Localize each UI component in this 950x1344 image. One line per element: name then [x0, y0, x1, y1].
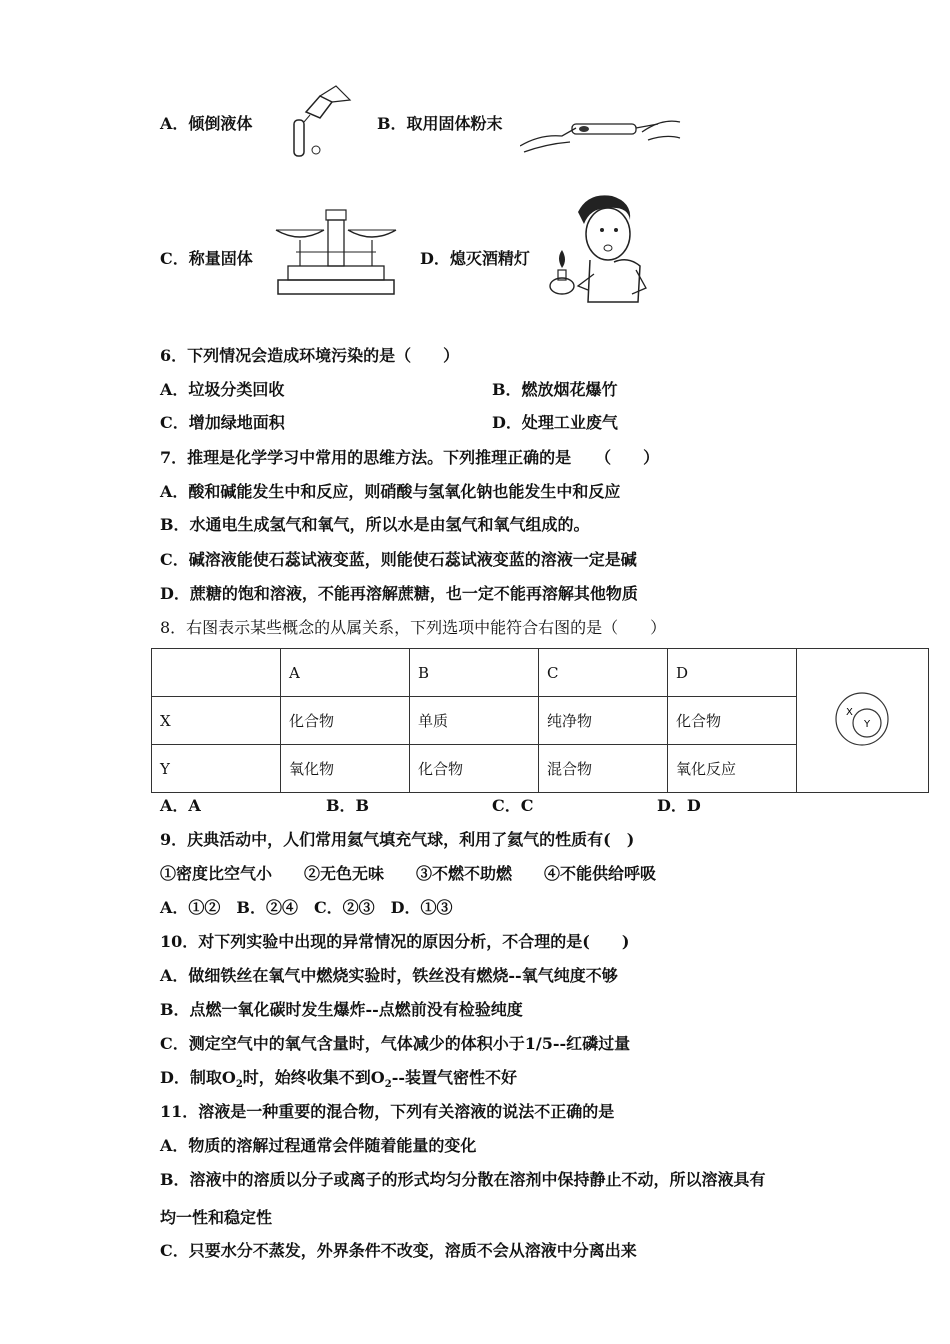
- q8-option-d: D．D: [657, 796, 701, 815]
- q11-option-a: A．物质的溶解过程通常会伴随着能量的变化: [160, 1136, 477, 1155]
- q10-d-text-3: --装置气密性不好: [391, 1068, 518, 1087]
- table-row: [152, 649, 929, 697]
- powder-sampling-illustration: [520, 108, 682, 156]
- q10-d-text-1: D．制取O: [160, 1068, 236, 1087]
- q10-d-text-2: 时，始终收集不到O: [242, 1068, 385, 1087]
- q5-option-a: A．倾倒液体: [160, 114, 253, 133]
- q10-option-c: C．测定空气中的氧气含量时，气体减少的体积小于1/5--红磷过量: [160, 1034, 631, 1053]
- q8-stem: 8．右图表示某些概念的从属关系，下列选项中能符合右图的是（ ）: [160, 618, 667, 637]
- q8-table: [151, 648, 929, 793]
- q7-option-c: C．碱溶液能使石蕊试液变蓝，则能使石蕊试液变蓝的溶液一定是碱: [160, 550, 637, 569]
- q11-option-c: C．只要水分不蒸发，外界条件不改变，溶质不会从溶液中分离出来: [160, 1241, 637, 1260]
- q10-d-subscript-2: 2: [384, 1079, 392, 1091]
- q10-option-d: [160, 1068, 517, 1095]
- q11-option-b-line2: 均一性和稳定性: [160, 1208, 273, 1227]
- q9-options: A．①② B．②④ C．②③ D．①③: [160, 898, 453, 917]
- table-cell: X: [152, 697, 281, 745]
- q10-option-b: B．点燃一氧化碳时发生爆炸--点燃前没有检验纯度: [160, 1000, 523, 1019]
- table-cell: 单质: [410, 697, 539, 745]
- q10-option-a: A．做细铁丝在氧气中燃烧实验时，铁丝没有燃烧--氧气纯度不够: [160, 966, 618, 985]
- q10-stem: 10．对下列实验中出现的异常情况的原因分析，不合理的是( ): [160, 932, 630, 951]
- table-cell: 化合物: [281, 697, 410, 745]
- table-cell: 化合物: [410, 745, 539, 793]
- q8-option-a: A．A: [160, 796, 201, 815]
- q5-option-c: C．称量固体: [160, 249, 253, 268]
- q10-d-subscript-1: 2: [235, 1079, 243, 1091]
- q6-option-b: B．燃放烟花爆竹: [492, 380, 618, 399]
- table-cell: D: [668, 649, 797, 697]
- venn-diagram: [833, 689, 893, 749]
- table-cell: 氧化物: [281, 745, 410, 793]
- q5-option-d: D．熄灭酒精灯: [420, 249, 530, 268]
- table-cell: 氧化反应: [668, 745, 797, 793]
- table-cell: 混合物: [539, 745, 668, 793]
- balance-scale-illustration: [270, 206, 402, 298]
- q6-option-a: A．垃圾分类回收: [160, 380, 285, 399]
- venn-diagram-cell: [797, 649, 929, 793]
- q7-stem: 7．推理是化学学习中常用的思维方法。下列推理正确的是 （ ）: [160, 448, 660, 467]
- q7-option-b: B．水通电生成氢气和氧气，所以水是由氢气和氧气组成的。: [160, 515, 590, 534]
- q9-properties: ①密度比空气小 ②无色无味 ③不燃不助燃 ④不能供给呼吸: [160, 864, 657, 883]
- venn-inner-label: Y: [863, 718, 870, 730]
- q7-option-a: A．酸和碱能发生中和反应，则硝酸与氢氧化钠也能发生中和反应: [160, 482, 621, 501]
- q8-option-c: C．C: [492, 796, 534, 815]
- table-cell: A: [281, 649, 410, 697]
- q6-option-d: D．处理工业废气: [492, 413, 618, 432]
- table-cell: 化合物: [668, 697, 797, 745]
- extinguish-lamp-illustration: [548, 190, 648, 306]
- table-cell: [152, 649, 281, 697]
- q6-option-c: C．增加绿地面积: [160, 413, 285, 432]
- table-cell: 纯净物: [539, 697, 668, 745]
- table-cell: C: [539, 649, 668, 697]
- q9-stem: 9．庆典活动中，人们常用氦气填充气球，利用了氦气的性质有( ): [160, 830, 635, 849]
- q11-option-b-line1: B．溶液中的溶质以分子或离子的形式均匀分散在溶剂中保持静止不动，所以溶液具有: [160, 1170, 766, 1189]
- q11-stem: 11．溶液是一种重要的混合物，下列有关溶液的说法不正确的是: [160, 1102, 615, 1121]
- q5-option-b: B．取用固体粉末: [377, 114, 503, 133]
- q7-option-d: D．蔗糖的饱和溶液，不能再溶解蔗糖，也一定不能再溶解其他物质: [160, 584, 638, 603]
- pour-liquid-illustration: [276, 82, 356, 160]
- table-cell: B: [410, 649, 539, 697]
- q8-option-b: B．B: [326, 796, 370, 815]
- venn-outer-label: X: [845, 706, 853, 718]
- table-cell: Y: [152, 745, 281, 793]
- q6-stem: 6．下列情况会造成环境污染的是（ ）: [160, 346, 460, 365]
